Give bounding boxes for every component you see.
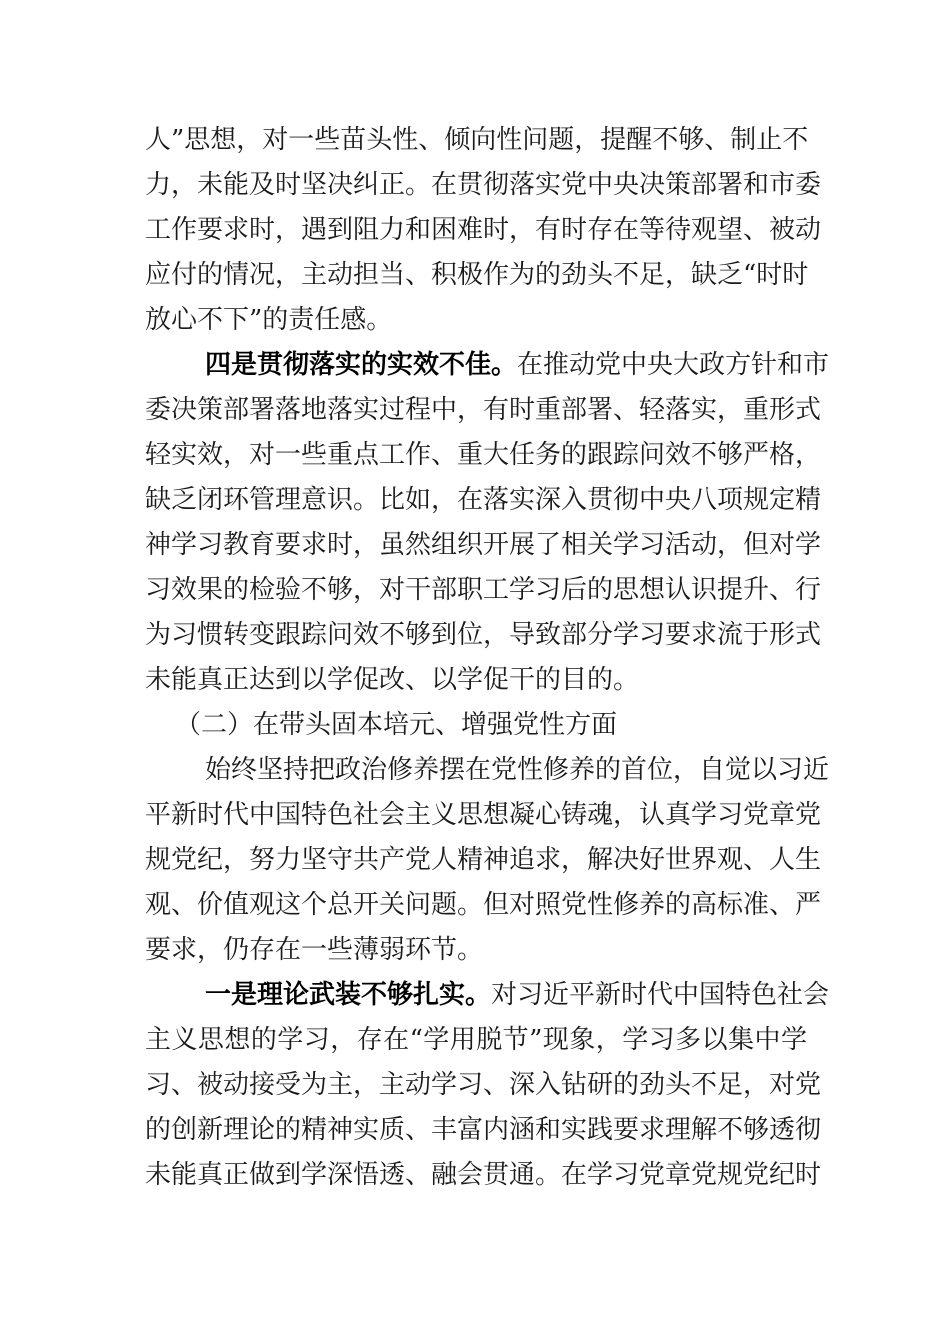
text-line: 工作要求时，遇到阻力和困难时，有时存在等待观望、被动 [145, 215, 822, 245]
section-heading: （二）在带头固本培元、增强党性方面 [175, 710, 618, 740]
text-line: 四是贯彻落实的实效不佳。在推动党中央大政方针和市 [205, 350, 830, 380]
text-line: 观、价值观这个总开关问题。但对照党性修养的高标准、严 [145, 890, 822, 920]
text-line: 主义思想的学习，存在“学用脱节”现象，学习多以集中学 [145, 1025, 807, 1055]
text-line: 轻实效，对一些重点工作、重大任务的跟踪问效不够严格， [145, 440, 822, 470]
text-line: 要求，仍存在一些薄弱环节。 [145, 935, 484, 965]
text-line: 缺乏闭环管理意识。比如，在落实深入贯彻中央八项规定精 [145, 485, 822, 515]
text-line: 习效果的检验不够，对干部职工学习后的思想认识提升、行 [145, 575, 822, 605]
text-line: 力，未能及时坚决纠正。在贯彻落实党中央决策部署和市委 [145, 170, 822, 200]
text-line: 平新时代中国特色社会主义思想凝心铸魂，认真学习党章党 [145, 800, 822, 830]
document-page [145, 118, 830, 1198]
text-line: 应付的情况，主动担当、积极作为的劲头不足，缺乏“时时 [145, 260, 809, 290]
text-line: 为习惯转变跟踪问效不够到位，导致部分学习要求流于形式 [145, 620, 822, 650]
text-line: 一是理论武装不够扎实。对习近平新时代中国特色社会 [205, 980, 830, 1010]
text-line: 委决策部署落地落实过程中，有时重部署、轻落实，重形式 [145, 395, 822, 425]
text-line: 的创新理论的精神实质、丰富内涵和实践要求理解不够透彻 [145, 1115, 822, 1145]
text-line: 神学习教育要求时，虽然组织开展了相关学习活动，但对学 [145, 530, 822, 560]
text-line: 放心不下”的责任感。 [145, 305, 393, 335]
text-line: 习、被动接受为主，主动学习、深入钻研的劲头不足，对党 [145, 1070, 822, 1100]
text-line: 未能真正达到以学促改、以学促干的目的。 [145, 665, 640, 695]
text-line: 始终坚持把政治修养摆在党性修养的首位，自觉以习近 [205, 755, 830, 785]
text-line: 规党纪，努力坚守共产党人精神追求，解决好世界观、人生 [145, 845, 822, 875]
bold-lead: 一是理论武装不够扎实。 [205, 980, 492, 1010]
bold-lead: 四是贯彻落实的实效不佳。 [205, 350, 518, 380]
text-line: 未能真正做到学深悟透、融会贯通。在学习党章党规党纪时 [145, 1160, 822, 1190]
text-line: 人”思想，对一些苗头性、倾向性问题，提醒不够、制止不 [145, 125, 809, 155]
